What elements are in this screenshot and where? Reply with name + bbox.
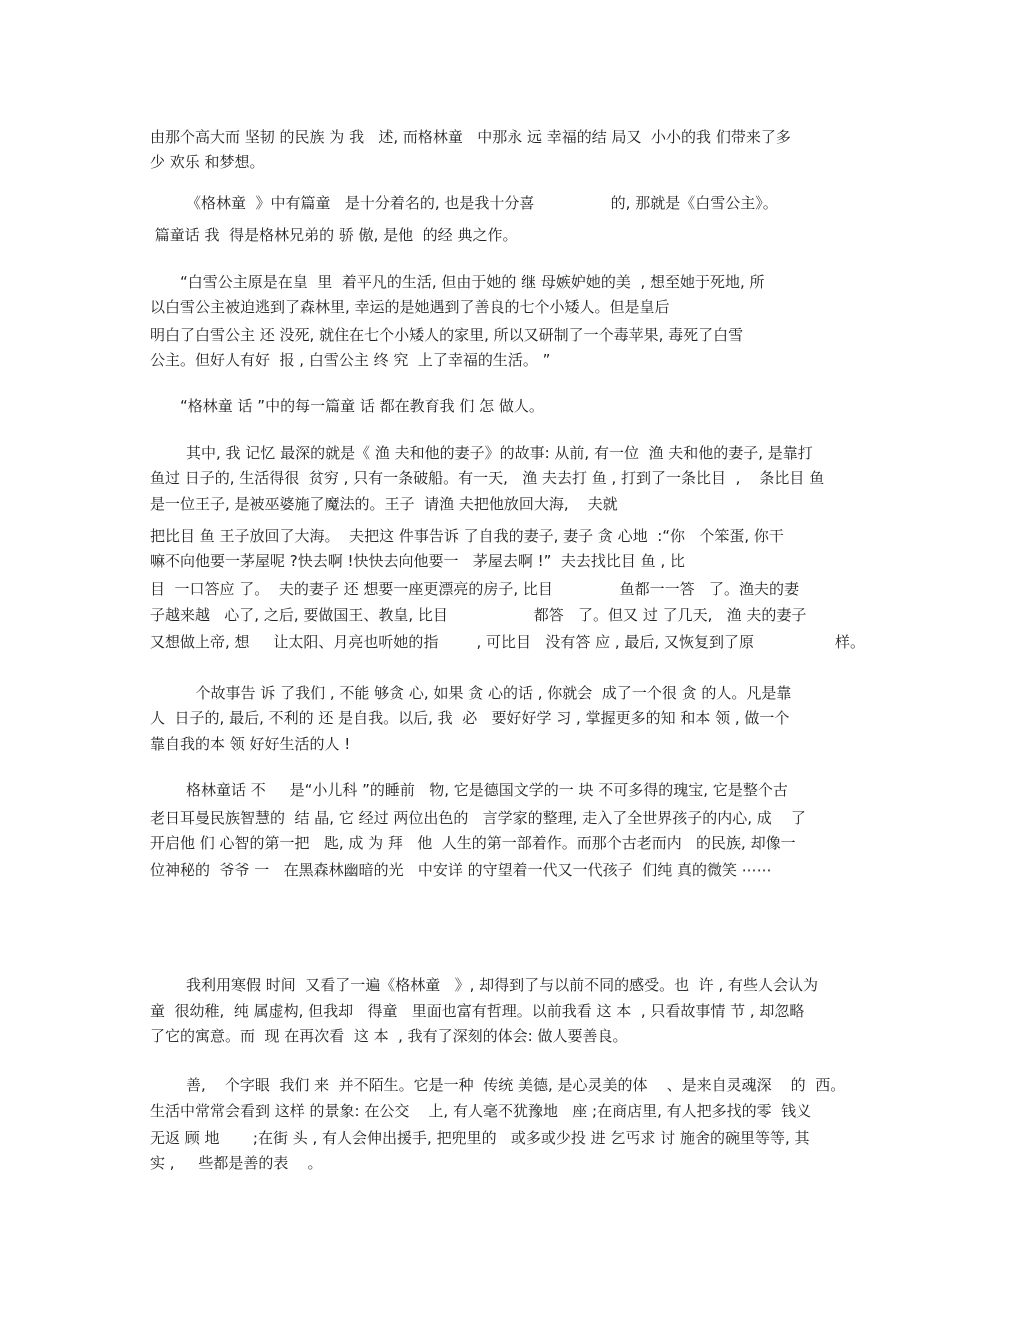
text-line: 其中, 我 记忆 最深的就是《 渔 夫和他的妻子》的故事: 从前, 有一位 渔 夫和他的妻子, 是靠打 [186,444,813,462]
text-line: 善, 个字眼 我们 来 并不陌生。它是一种 传统 美德, 是心灵美的体 、是来自灵魂深 的 西。 [186,1076,846,1094]
text-line: 公主。但好人有好 报 , 白雪公主 终 究 上了幸福的生活。 ” [150,351,551,369]
text-line: “白雪公主原是在皇 里 着平凡的生活, 但由于她的 继 母嫉妒她的美 , 想至她于死地, 所 [180,273,765,291]
text-line: 靠自我的本 领 好好生活的人 ! [150,735,351,753]
text-line: 嘛不向他要一茅屋呢 ?快去啊 !快快去向他要一 茅屋去啊 !” 夫去找比目 鱼 , 比 [150,552,685,570]
text-line: 以白雪公主被迫逃到了森林里, 幸运的是她遇到了善良的七个小矮人。但是皇后 [150,298,670,316]
text-line: “格林童 话 ”中的每一篇童 话 都在教育我 们 怎 做人。 [180,397,544,415]
text-line: 位神秘的 爷爷 一 在黑森林幽暗的光 中安详 的守望着一代又一代孩子 们纯 真的微笑 ⋯⋯ [150,861,772,879]
text-line: 我利用寒假 时间 又看了一遍《格林童 》, 却得到了与以前不同的感受。也 许 , 有些人会认为 [186,976,818,994]
text-line: 少 欢乐 和梦想。 [150,153,265,171]
text-line: 鱼过 日子的, 生活得很 贫穷 , 只有一条破船。有一天, 渔 夫去打 鱼 , 打到了一条比目 , 条比目 鱼 [150,469,825,487]
text-line: 把比目 鱼 王子放回了大海。 夫把这 件事告诉 了自我的妻子, 妻子 贪 心地 :“你 个笨蛋, 你干 [150,527,784,545]
text-line: 生活中常常会看到 这样 的景象: 在公交 上, 有人毫不犹豫地 座 ;在商店里, 有人把多找的零 钱义 [150,1102,812,1120]
text-line: 个故事告 诉 了我们 , 不能 够贪 心, 如果 贪 心的话 , 你就会 成了一个很 贪 的人。凡是靠 [186,684,792,702]
text-line: 由那个高大而 坚韧 的民族 为 我 述, 而格林童 中那永 远 幸福的结 局又 小小的我 们带来了多 [150,128,791,146]
text-line: 格林童话 不 是“小儿科 ”的睡前 物, 它是德国文学的一 块 不可多得的瑰宝, 它是整个古 [186,781,788,799]
text-line: 《格林童 》中有篇童 是十分着名的, 也是我十分喜 的, 那就是《白雪公主》。 [186,194,778,212]
text-line: 人 日子的, 最后, 不利的 还 是自我。以后, 我 必 要好好学 习 , 掌握更多的知 和本 领 , 做一个 [150,709,790,727]
text-line: 明白了白雪公主 还 没死, 就住在七个小矮人的家里, 所以又研制了一个毒苹果, 毒死了白雪 [150,326,744,344]
text-line: 子越来越 心了, 之后, 要做国王、教皇, 比目 都答 了。但又 过 了几天, 渔 夫的妻子 [150,606,807,624]
text-line: 开启他 们 心智的第一把 匙, 成 为 拜 他 人生的第一部着作。而那个古老而内 的民族, 却像一 [150,834,796,852]
text-line: 目 一口答应 了。 夫的妻子 还 想要一座更漂亮的房子, 比目 鱼都一一答 了。渔夫的妻 [150,580,799,598]
text-line: 童 很幼稚, 纯 属虚构, 但我却 得童 里面也富有哲理。以前我看 这 本 , 只看故事情 节 , 却忽略 [150,1002,805,1020]
text-line: 无返 顾 地 ;在街 头 , 有人会伸出援手, 把兜里的 或多或少投 进 乞丐求 讨 施舍的碗里等等, 其 [150,1129,810,1147]
text-line: 是一位王子, 是被巫婆施了魔法的。王子 请渔 夫把他放回大海, 夫就 [150,495,618,513]
text-line: 篇童话 我 得是格林兄弟的 骄 傲, 是他 的经 典之作。 [150,226,518,244]
text-line: 又想做上帝, 想 让太阳、月亮也听她的指 , 可比目 没有答 应 , 最后, 又恢复到了原 样。 [150,633,866,651]
text-line: 了它的寓意。而 现 在再次看 这 本 , 我有了深刻的体会: 做人要善良。 [150,1027,628,1045]
text-line: 实 , 些都是善的表 。 [150,1154,323,1172]
text-line: 老日耳曼民族智慧的 结 晶, 它 经过 两位出色的 言学家的整理, 走入了全世界孩子的内心, 成 了 [150,809,806,827]
